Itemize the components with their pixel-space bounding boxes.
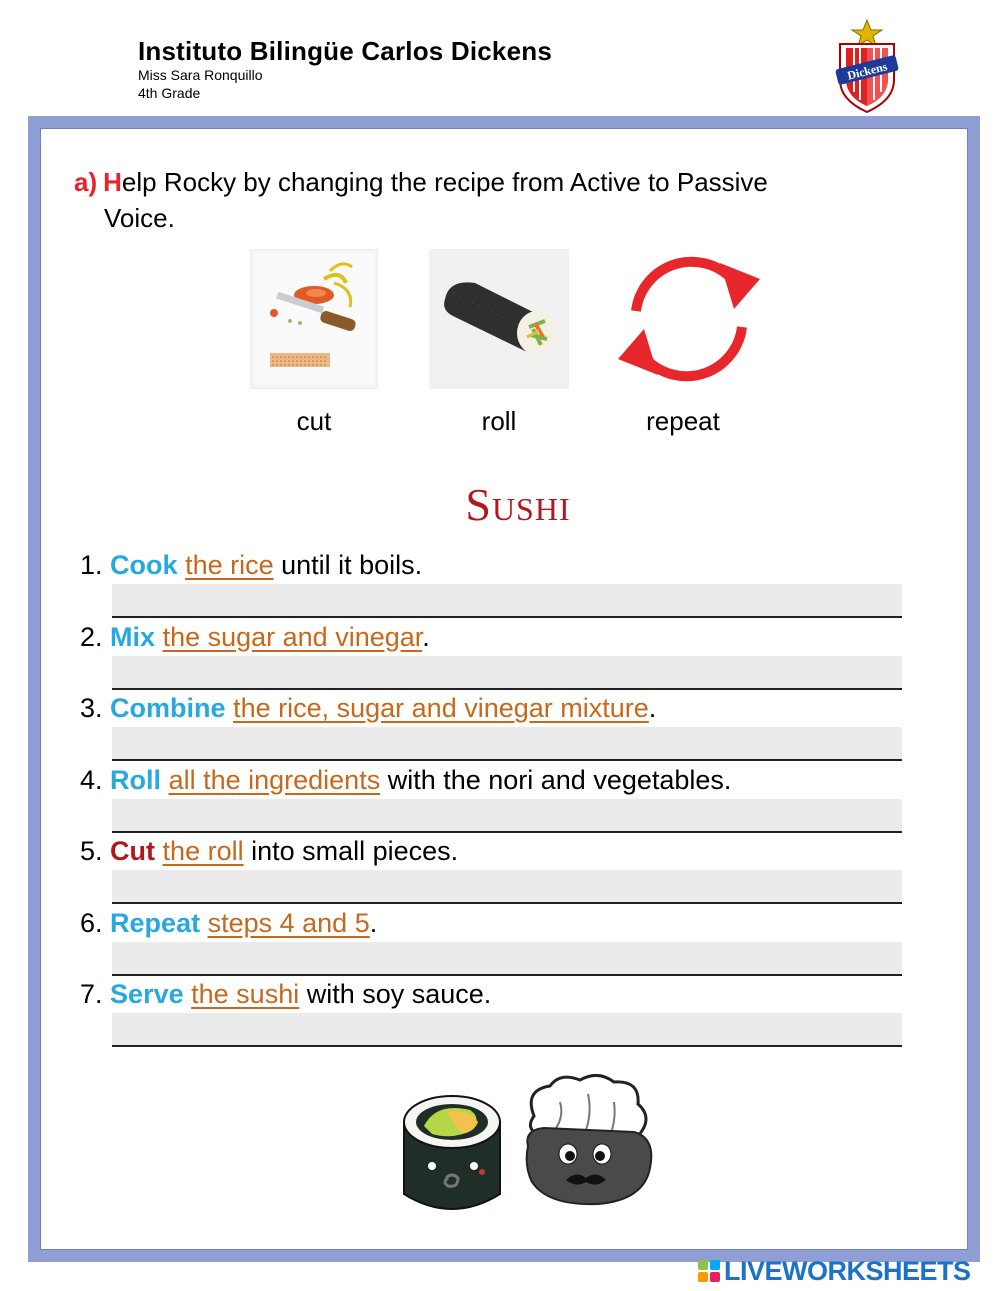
- step-rest: .: [422, 621, 430, 652]
- cutting-board-icon: [250, 249, 378, 389]
- step-object: the rice, sugar and vinegar mixture: [233, 693, 649, 723]
- picture-label-cut: cut: [296, 406, 332, 436]
- step-verb: Cook: [110, 550, 178, 580]
- grade-level: 4th Grade: [138, 85, 201, 101]
- step-sentence: [80, 689, 910, 727]
- step-sentence: [80, 975, 910, 1013]
- step-object: all the ingredients: [168, 764, 381, 795]
- recipe-step: [80, 761, 910, 833]
- school-name: Instituto Bilingüe Carlos Dickens: [138, 36, 552, 66]
- answer-input-1[interactable]: [112, 584, 902, 618]
- step-number: 2.: [80, 621, 103, 652]
- step-verb: Roll: [110, 764, 162, 795]
- step-sentence: [80, 832, 910, 870]
- chef-rocky-character-icon: [520, 1072, 658, 1212]
- step-object: the sugar and vinegar: [162, 621, 423, 652]
- step-verb: Combine: [110, 693, 226, 723]
- answer-input-7[interactable]: [112, 1013, 902, 1047]
- picture-label-roll: roll: [481, 406, 517, 436]
- picture-label-repeat: repeat: [646, 406, 720, 436]
- step-number: 5.: [80, 836, 103, 866]
- section-marker: a): [74, 167, 98, 197]
- step-object: the sushi: [191, 979, 300, 1009]
- step-sentence: [80, 546, 910, 584]
- answer-input-6[interactable]: [112, 942, 902, 976]
- recipe-step: [80, 832, 910, 904]
- recipe-step: [80, 975, 910, 1047]
- step-object: the rice: [185, 550, 274, 580]
- recipe-step: [80, 904, 910, 976]
- instruction-line2: Voice.: [104, 203, 175, 233]
- recipe-title: Sushi: [465, 479, 571, 530]
- recipe-step: [80, 546, 910, 618]
- instruction-text: [74, 164, 894, 236]
- answer-input-4[interactable]: [112, 799, 902, 833]
- logo-blocks-icon: [698, 1260, 720, 1282]
- answer-input-3[interactable]: [112, 727, 902, 761]
- recipe-step: [80, 618, 910, 690]
- worksheet-header: [138, 36, 552, 102]
- instruction-line1: elp Rocky by changing the recipe from Active to Passive: [121, 167, 768, 197]
- step-verb: Cut: [110, 836, 156, 866]
- step-sentence: [80, 904, 910, 942]
- answer-input-2[interactable]: [112, 656, 902, 690]
- teacher-name: Miss Sara Ronquillo: [138, 67, 263, 83]
- step-object: steps 4 and 5: [207, 907, 370, 938]
- step-sentence: [80, 618, 910, 656]
- step-number: 1.: [80, 550, 103, 580]
- answer-input-5[interactable]: [112, 870, 902, 904]
- step-rest: with the nori and vegetables.: [380, 764, 732, 795]
- recipe-steps: [80, 546, 910, 1047]
- step-sentence: [80, 761, 910, 799]
- step-verb: Serve: [110, 979, 184, 1009]
- crest-text: Dickens: [845, 59, 889, 83]
- school-crest-logo: [832, 18, 902, 114]
- step-number: 3.: [80, 693, 103, 723]
- step-number: 6.: [80, 907, 103, 938]
- step-rest: .: [369, 907, 378, 938]
- step-rest: until it boils.: [273, 550, 423, 580]
- step-rest: .: [648, 693, 657, 723]
- step-verb: Mix: [110, 621, 156, 652]
- step-rest: into small pieces.: [243, 836, 459, 866]
- step-verb: Repeat: [110, 907, 201, 938]
- step-rest: with soy sauce.: [299, 979, 492, 1009]
- liveworksheets-logo: [698, 1256, 971, 1286]
- step-number: 4.: [80, 764, 103, 795]
- sushi-character-icon: [396, 1082, 508, 1220]
- sushi-roll-icon: [429, 249, 569, 389]
- recipe-step: [80, 689, 910, 761]
- step-object: the roll: [162, 836, 244, 866]
- step-number: 7.: [80, 979, 103, 1009]
- logo-text: LIVEWORKSHEETS: [724, 1255, 971, 1286]
- instruction-first-letter: H: [103, 167, 122, 197]
- repeat-arrows-icon: [614, 249, 764, 389]
